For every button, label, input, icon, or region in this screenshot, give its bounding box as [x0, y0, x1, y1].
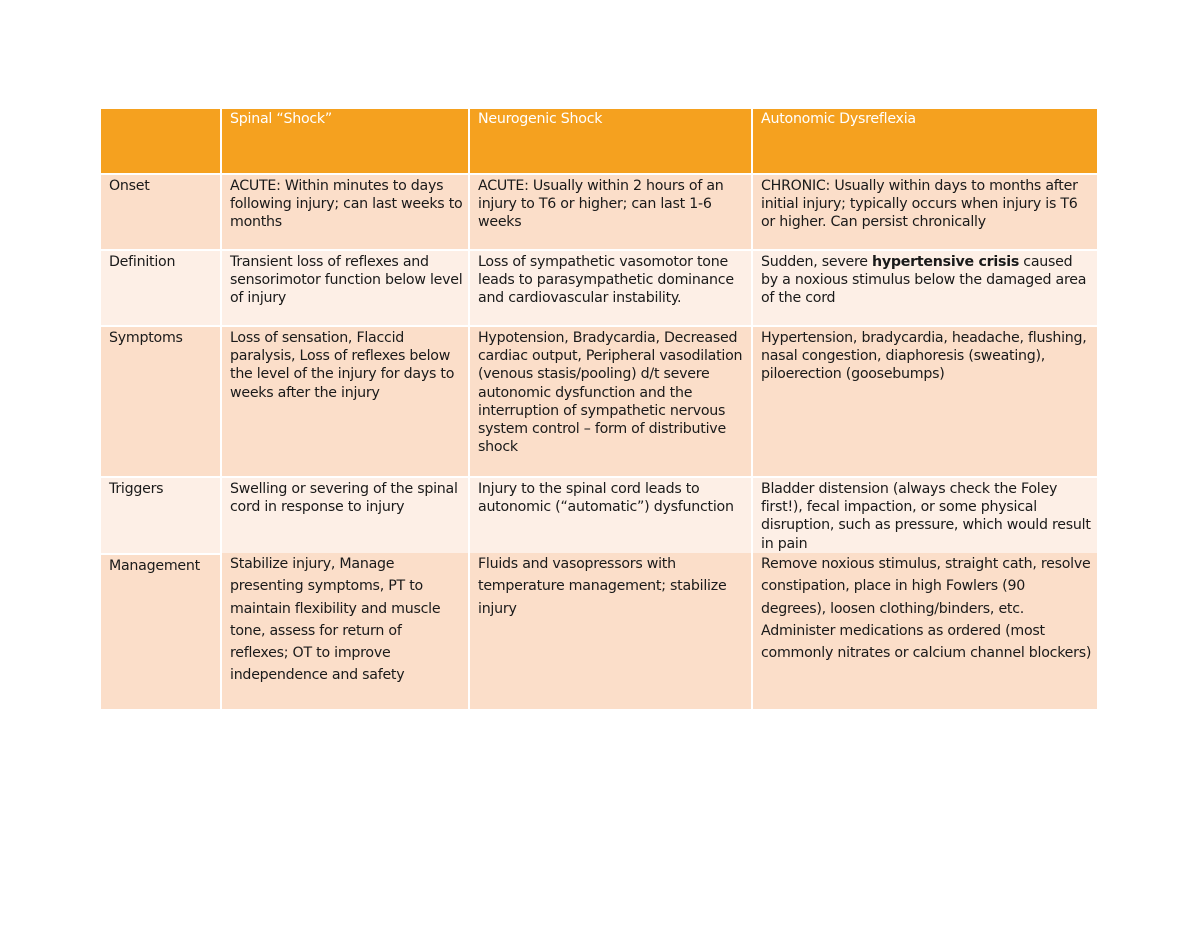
row-label-onset: Onset	[101, 175, 220, 249]
row-label-management: Management	[101, 555, 220, 709]
definition-neurogenic-cell: Loss of sympathetic vasomotor tone leads to parasympathetic dominance and cardiovascular instability.	[470, 251, 751, 325]
onset-autonomic-cell: CHRONIC: Usually within days to months after initial injury; typically occurs when injury is T6 or higher. Can persist chronically	[753, 175, 1097, 249]
row-label-symptoms: Symptoms	[101, 327, 220, 476]
header-autonomic-dysreflexia: Autonomic Dysreflexia	[753, 109, 1097, 173]
onset-neurogenic-cell: ACUTE: Usually within 2 hours of an injury to T6 or higher; can last 1-6 weeks	[470, 175, 751, 249]
triggers-spinal-cell: Swelling or severing of the spinal cord in response to injury	[222, 478, 468, 553]
definition-autonomic-bold-text: hypertensive crisis	[872, 254, 1020, 270]
symptoms-neurogenic-cell: Hypotension, Bradycardia, Decreased cardiac output, Peripheral vasodilation (venous stasis/pooling) d/t severe autonomic dysfunction and the interruption of sympathetic nervous system control – form of distributive shock	[470, 327, 751, 476]
header-neurogenic-shock: Neurogenic Shock	[470, 109, 751, 173]
symptoms-spinal-cell: Loss of sensation, Flaccid paralysis, Loss of reflexes below the level of the injury for days to weeks after the injury	[222, 327, 468, 476]
definition-autonomic-text-end: caused by a noxious stimulus below the damaged area of the cord	[761, 254, 1087, 307]
row-label-triggers: Triggers	[101, 478, 220, 553]
triggers-neurogenic-cell: Injury to the spinal cord leads to autonomic (“automatic”) dysfunction	[470, 478, 751, 553]
definition-autonomic-text-start: Sudden, severe	[761, 254, 873, 270]
row-label-definition: Definition	[101, 251, 220, 325]
symptoms-autonomic-cell: Hypertension, bradycardia, headache, flushing, nasal congestion, diaphoresis (sweating), piloerection (goosebumps)	[753, 327, 1097, 476]
management-spinal-cell: Stabilize injury, Manage presenting symptoms, PT to maintain flexibility and muscle tone, assess for return of reflexes; OT to improve independence and safety	[222, 553, 468, 709]
definition-autonomic-cell	[753, 251, 1097, 325]
onset-spinal-cell: ACUTE: Within minutes to days following injury; can last weeks to months	[222, 175, 468, 249]
management-autonomic-cell: Remove noxious stimulus, straight cath, resolve constipation, place in high Fowlers (90 degrees), loosen clothing/binders, etc. Administer medications as ordered (most commonly nitrates or calcium channel blockers)	[753, 553, 1097, 709]
management-neurogenic-cell: Fluids and vasopressors with temperature management; stabilize injury	[470, 553, 751, 709]
header-spinal-shock: Spinal “Shock”	[222, 109, 468, 173]
definition-spinal-cell: Transient loss of reflexes and sensorimotor function below level of injury	[222, 251, 468, 325]
header-corner-cell	[101, 109, 220, 173]
comparison-table	[101, 109, 1091, 709]
triggers-autonomic-cell: Bladder distension (always check the Foley first!), fecal impaction, or some physical disruption, such as pressure, which would result in pain	[753, 478, 1097, 553]
